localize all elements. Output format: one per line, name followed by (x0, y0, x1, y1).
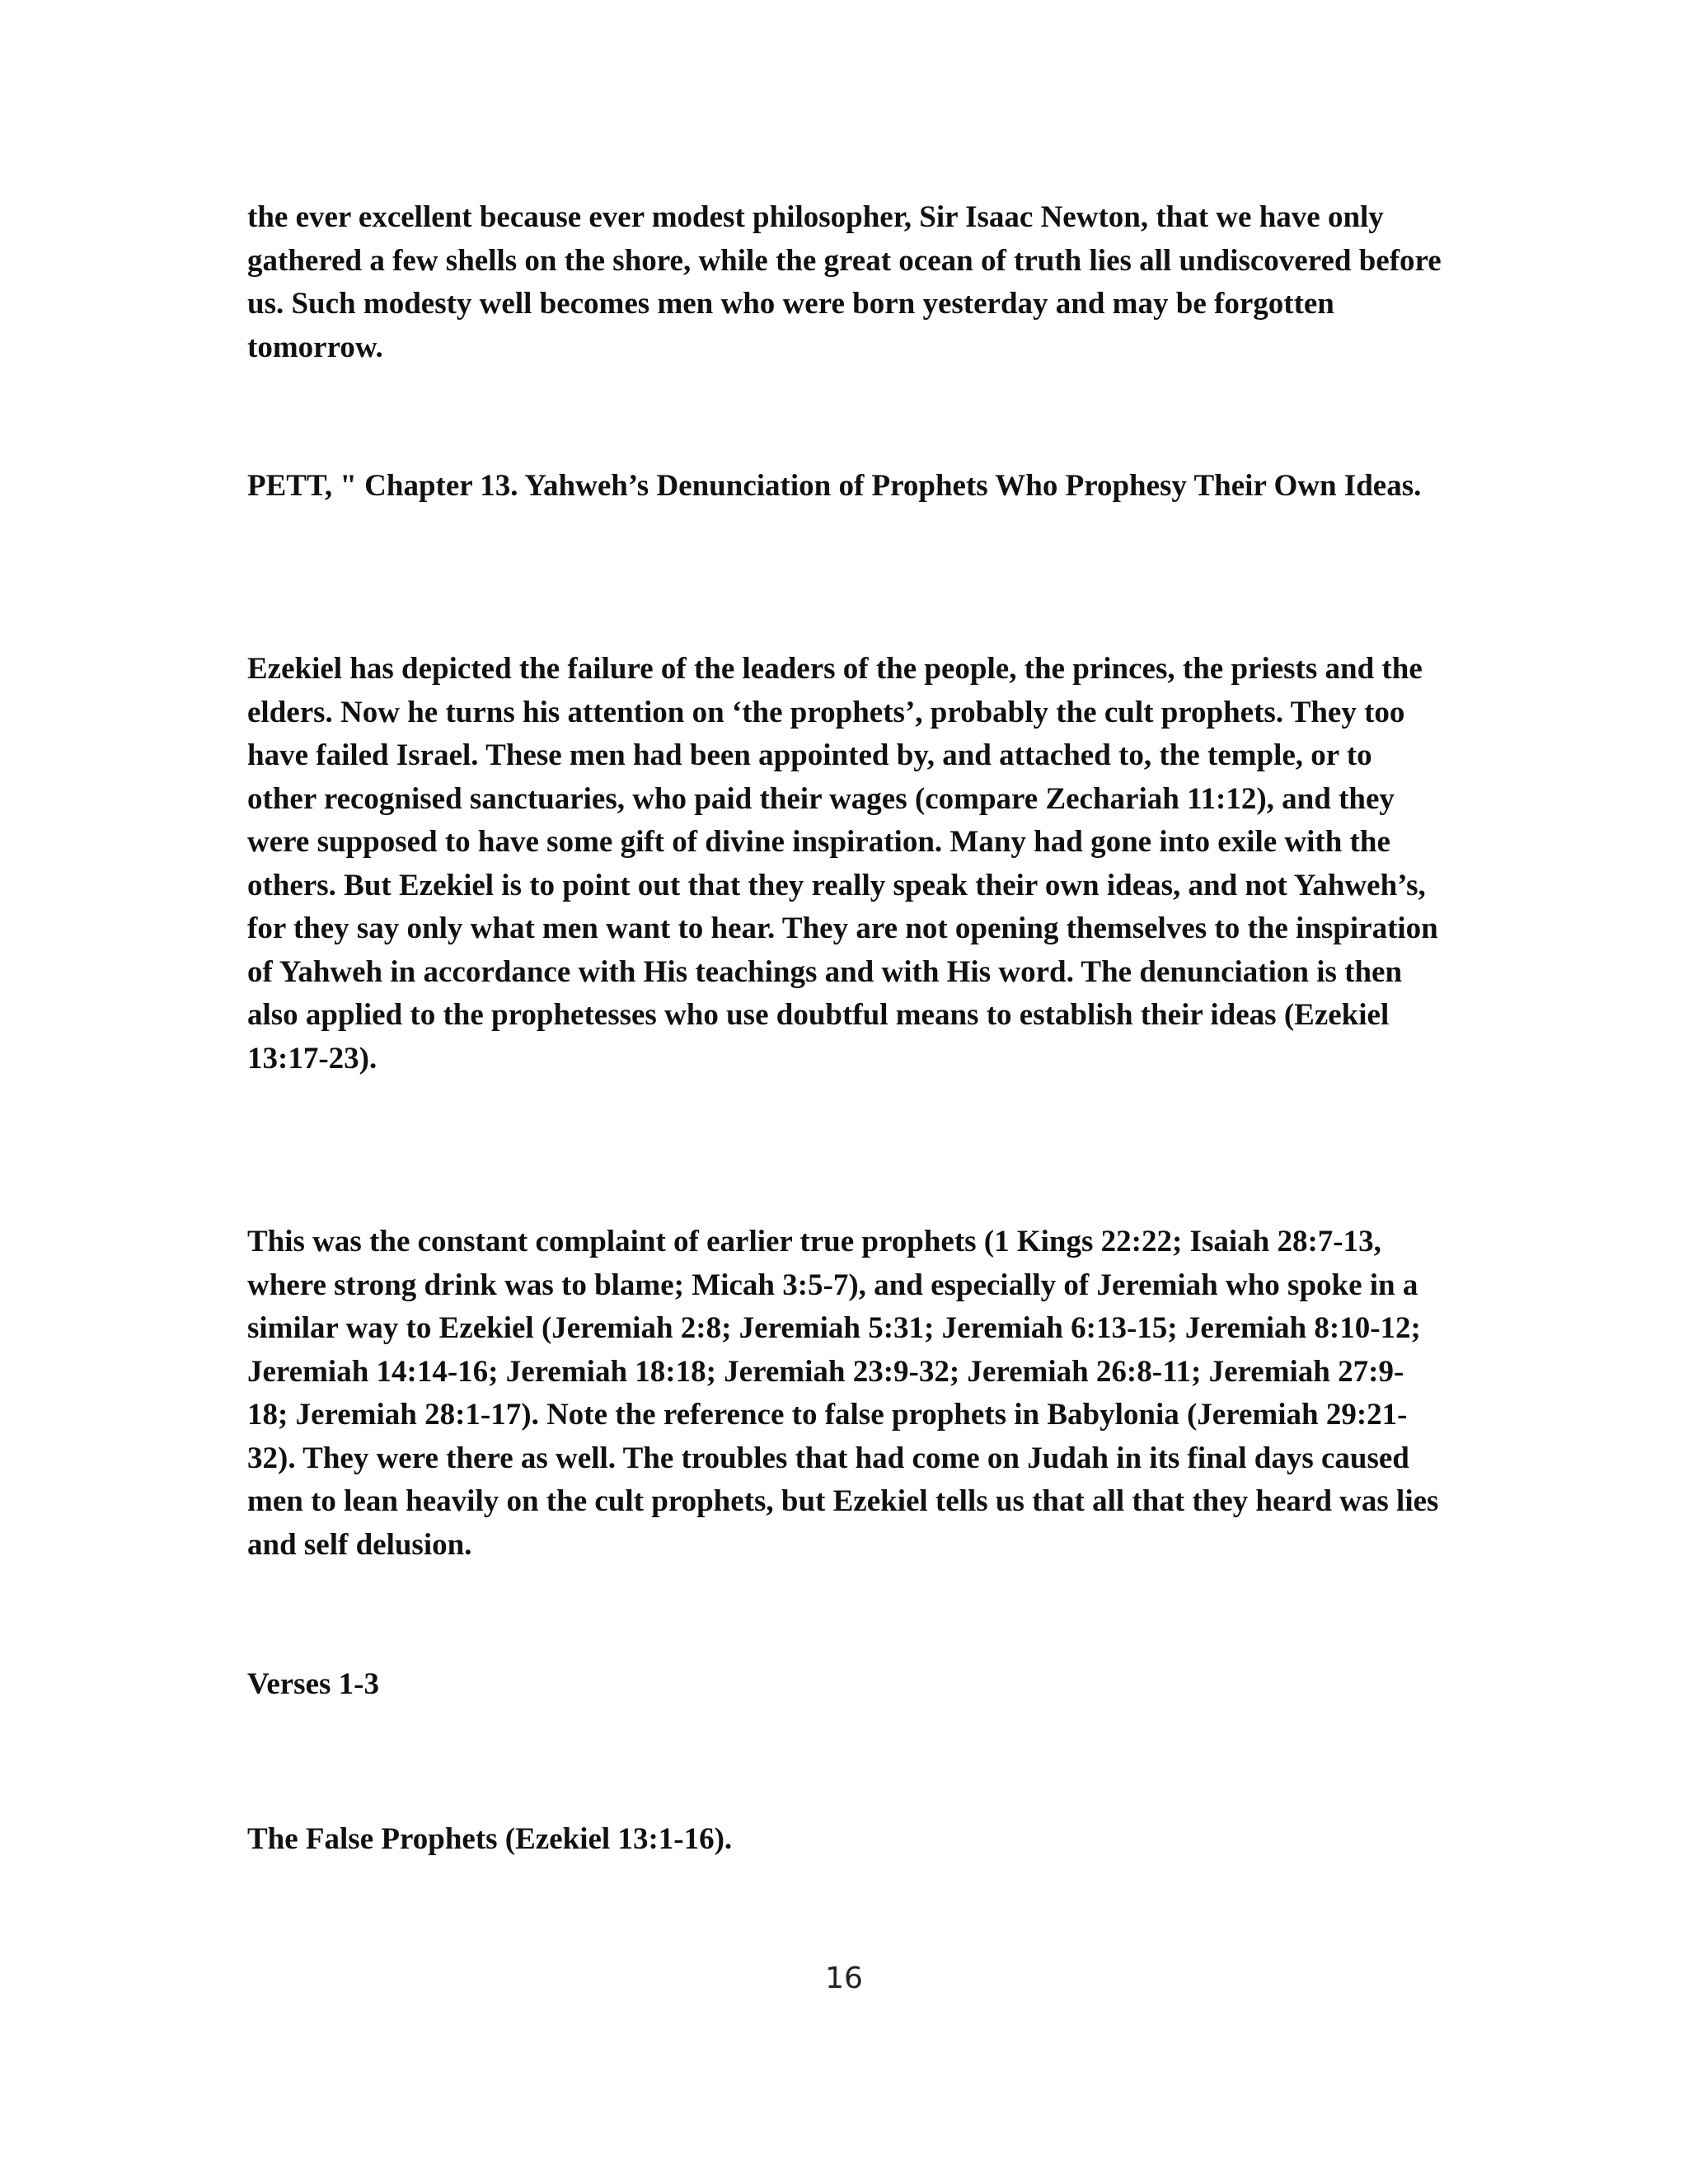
section-heading-pett-chapter-13: PETT, " Chapter 13. Yahweh’s Denunciation of Prophets Who Prophesy Their Own Ideas. (247, 469, 1422, 503)
paragraph-constant-complaint: This was the constant complaint of earlier true prophets (1 Kings 22:22; Isaiah 28:7-13, where strong drink was to blame; Micah 3:5-7), and especially of Jeremiah who spoke in a similar way to Ezekiel (Jeremiah 2:8; Jeremiah 5:31; Jeremiah 6:13-15; Jeremiah 8:10-12; Jeremiah 14:14-16; Jeremiah 18:18; Jeremiah 23:9-32; Jeremiah 26:8-11; Jeremiah 27:9-18; Jeremiah 28:1-17). Note the reference to false prophets in Babylonia (Jeremiah 29:21-32). They were there as well. The troubles that had come on Judah in its final days caused men to lean heavily on the cult prophets, but Ezekiel tells us that all that they heard was lies and self delusion. (247, 1225, 1439, 1562)
verses-heading: Verses 1-3 (247, 1667, 379, 1701)
paragraph-ezekiel-prophets: Ezekiel has depicted the failure of the leaders of the people, the princes, the priests and the elders. Now he turns his attention on ‘the prophets’, probably the cult prophets. They too have failed Israel. These men had been appointed by, and attached to, the temple, or to other recognised sanctuaries, who paid their wages (compare Zechariah 11:12), and they were supposed to have some gift of divine inspiration. Many had gone into exile with the others. But Ezekiel is to point out that they really speak their own ideas, and not Yahweh’s, for they say only what men want to hear. They are not opening themselves to the inspiration of Yahweh in accordance with His teachings and with His word. The denunciation is then also applied to the prophetesses who use doubtful means to establish their ideas (Ezekiel 13:17-23). (247, 652, 1438, 1076)
paragraph-newton-quote: the ever excellent because ever modest philosopher, Sir Isaac Newton, that we have only gathered a few shells on the shore, while the great ocean of truth lies all undiscovered before us. Such modesty well becomes men who were born yesterday and may be forgotten tomorrow. (247, 200, 1442, 364)
subheading-false-prophets: The False Prophets (Ezekiel 13:1-16). (247, 1822, 733, 1856)
page-number: 16 (825, 1961, 863, 1995)
